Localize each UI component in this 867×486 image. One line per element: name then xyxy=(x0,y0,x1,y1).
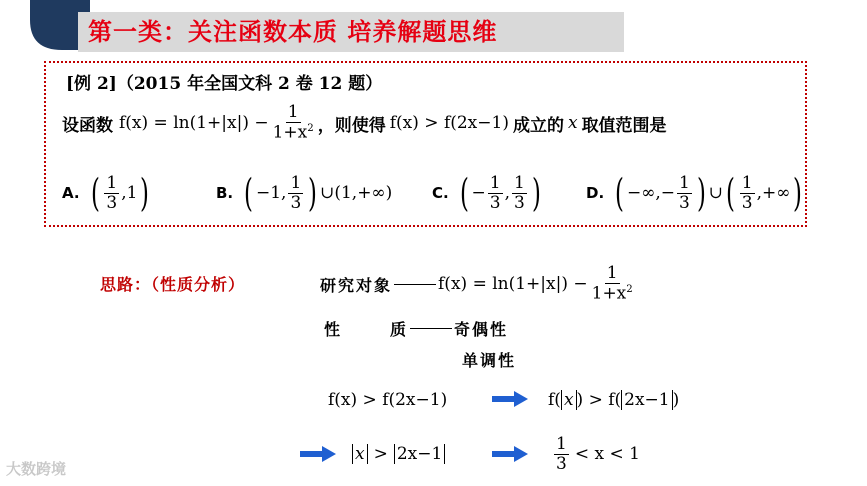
example-box xyxy=(44,61,807,227)
den-base: 1+x xyxy=(591,283,627,304)
question-line xyxy=(62,103,667,143)
function-fraction xyxy=(271,103,316,142)
option-d[interactable] xyxy=(586,171,805,215)
option-b-pre: −1, xyxy=(255,183,287,203)
step1-right xyxy=(548,386,679,414)
research-object-label: 研究对象 xyxy=(320,275,393,295)
step1-left xyxy=(328,386,447,414)
paren-open: ( xyxy=(244,171,254,215)
paren-close: ) xyxy=(308,171,318,215)
property-row-2 xyxy=(462,347,516,371)
question-tail: 成立的 xyxy=(512,115,564,136)
option-b-letter: B. xyxy=(216,184,234,202)
option-c-letter: C. xyxy=(432,184,449,202)
option-a-fraction xyxy=(104,174,119,212)
research-object-row xyxy=(320,262,637,306)
option-d-tail: ,+∞ xyxy=(756,183,791,203)
num: 1 xyxy=(556,433,567,454)
num: 1 xyxy=(290,172,302,193)
paren-close: ) xyxy=(793,171,803,215)
paren-close: ) xyxy=(531,171,541,215)
inequality: f(x) > f(2x−1) xyxy=(389,113,509,133)
num: 1 xyxy=(514,172,525,193)
op: > xyxy=(373,444,388,464)
den: 3 xyxy=(741,192,753,213)
den: 3 xyxy=(514,192,525,213)
option-d-union: ∪ xyxy=(708,183,723,203)
option-c[interactable] xyxy=(432,171,544,215)
hint-label: 思路：（性质分析） xyxy=(100,275,246,294)
step2 xyxy=(352,440,445,468)
den: 3 xyxy=(290,192,302,213)
step3-fraction xyxy=(554,435,569,473)
example-header: [例 2]（2015 年全国文科 2 卷 12 题） xyxy=(66,74,383,94)
den: 3 xyxy=(679,192,690,213)
option-d-letter: D. xyxy=(586,184,605,202)
property-parity: 奇偶性 xyxy=(454,319,509,339)
object-fraction xyxy=(590,264,635,303)
den-exponent: 2 xyxy=(626,284,633,296)
property-row xyxy=(324,316,508,340)
property-monotonicity: 单调性 xyxy=(462,350,517,370)
num: 1 xyxy=(606,263,618,284)
option-b[interactable] xyxy=(216,171,392,215)
den xyxy=(590,284,635,303)
option-b-post: ∪(1,+∞) xyxy=(320,183,393,203)
option-b-fraction xyxy=(288,174,303,212)
object-function: f(x) = ln(1+|x|) − xyxy=(438,274,588,294)
den: 3 xyxy=(489,192,501,213)
question-lead: 设函数 xyxy=(62,115,113,136)
fraction-numerator: 1 xyxy=(287,102,299,123)
property-label-1: 性 xyxy=(324,319,343,339)
option-d-fraction-2 xyxy=(740,174,755,212)
option-d-pre: −∞,− xyxy=(626,183,676,203)
variable-x: x xyxy=(567,113,578,133)
function-def: f(x) = ln(1+|x|) − xyxy=(119,113,269,133)
fraction-denominator xyxy=(271,123,316,142)
den-exponent: 2 xyxy=(307,123,314,135)
den-base: 1+x xyxy=(272,122,308,143)
option-a-letter: A. xyxy=(62,184,80,202)
option-c-fraction-2 xyxy=(512,174,527,212)
question-end: 取值范围是 xyxy=(581,115,667,136)
num: 1 xyxy=(489,172,501,193)
abs-x: x xyxy=(352,444,368,464)
paren-close: ) xyxy=(696,171,706,215)
right-arrow-icon xyxy=(300,446,336,462)
paren-open: ( xyxy=(725,171,735,215)
corner-decoration xyxy=(0,0,90,50)
paren-open: ( xyxy=(615,171,625,215)
step3-range: < x < 1 xyxy=(574,444,640,464)
right-arrow-icon xyxy=(492,391,528,407)
den: 3 xyxy=(556,453,567,474)
abs-2x-1: 2x−1 xyxy=(621,390,672,410)
num: 1 xyxy=(106,172,118,193)
text: ) > f( xyxy=(576,390,622,410)
paren-open: ( xyxy=(459,171,469,215)
property-label-2: 质 xyxy=(390,319,409,339)
step1-inequality: f(x) > f(2x−1) xyxy=(328,390,448,410)
paren-open: ( xyxy=(90,171,100,215)
option-a-rest: ,1 xyxy=(121,183,138,203)
option-a[interactable] xyxy=(62,171,152,215)
abs-x: x xyxy=(561,390,577,410)
option-c-pre: − xyxy=(471,183,486,203)
question-mid: ，则使得 xyxy=(317,115,386,136)
abs-2x-1: 2x−1 xyxy=(394,444,445,464)
watermark: 大数跨境 xyxy=(6,460,67,478)
right-arrow-icon xyxy=(492,446,528,462)
num: 1 xyxy=(741,172,753,193)
num: 1 xyxy=(679,172,690,193)
den: 3 xyxy=(106,192,118,213)
paren-close: ) xyxy=(140,171,150,215)
connector-line xyxy=(394,284,436,285)
text: f( xyxy=(548,390,561,410)
text: ) xyxy=(672,390,680,410)
connector-line xyxy=(410,328,452,329)
option-c-mid: , xyxy=(504,183,511,203)
slide-title: 第一类：关注函数本质 培养解题思维 xyxy=(88,18,498,46)
option-c-fraction-1 xyxy=(488,174,503,212)
option-d-fraction-1 xyxy=(677,174,692,212)
step3 xyxy=(552,430,640,478)
